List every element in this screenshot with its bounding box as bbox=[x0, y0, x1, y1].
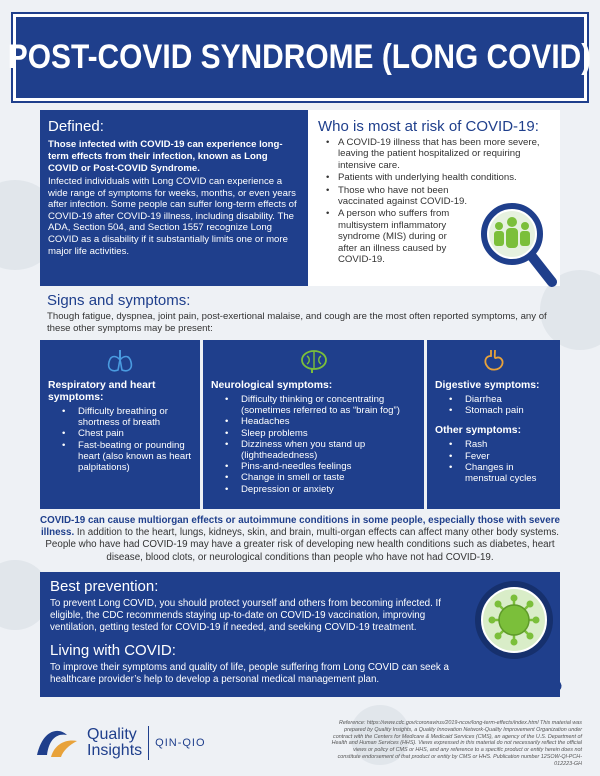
list-item: • Fast-beating or pounding heart (also known as heart palpitations) bbox=[48, 440, 192, 474]
respiratory-symptoms-panel bbox=[40, 340, 200, 509]
list-item: • Chest pain bbox=[48, 428, 192, 439]
list-item: • A COVID-19 illness that has been more severe, leaving the patient hospitalized or requiring intensive care. bbox=[318, 137, 550, 171]
list-item: • Headaches bbox=[211, 416, 416, 427]
logo-line-2: Insights bbox=[87, 742, 143, 759]
list-item: • Stomach pain bbox=[435, 405, 552, 416]
list-item: • Pins-and-needles feelings bbox=[211, 461, 416, 472]
defined-heading: Defined: bbox=[48, 118, 104, 135]
neurological-symptoms-panel bbox=[203, 340, 424, 509]
defined-section bbox=[40, 110, 308, 286]
list-item: • Diarrhea bbox=[435, 394, 552, 405]
list-item: • Dizziness when you stand up (lightheadedness) bbox=[211, 439, 416, 461]
living-heading: Living with COVID: bbox=[50, 642, 176, 659]
list-item: • Changes in menstrual cycles bbox=[435, 462, 552, 484]
digestive-list bbox=[435, 394, 552, 416]
list-item: • A person who suffers from multisystem inflammatory syndrome (MIS) during or after an illness caused by COVID-19. bbox=[318, 208, 550, 265]
list-item: • Sleep problems bbox=[211, 428, 416, 439]
list-item: • Patients with underlying health conditions. bbox=[318, 172, 550, 183]
magnifier-people-icon bbox=[478, 200, 558, 290]
prevention-heading: Best prevention: bbox=[50, 578, 159, 595]
magnifier-virus-icon bbox=[470, 578, 566, 696]
digestive-heading: Digestive symptoms: bbox=[435, 380, 540, 391]
multiorgan-paragraph bbox=[40, 515, 560, 564]
brain-icon bbox=[211, 346, 416, 376]
signs-heading: Signs and symptoms: bbox=[47, 292, 191, 309]
list-item: • Difficulty breathing or shortness of breath bbox=[48, 406, 192, 428]
quality-insights-logo bbox=[33, 725, 206, 761]
defined-body-text: Infected individuals with Long COVID can experience a wide range of symptoms for weeks, months, or even years after infection. Some people can suffer long-term effects of COVID-19 after COVID-19 illness, including disability. The ADA, Section 504, and Section 1557 recognize Long COVID as a disability if it substantially limits one or more major life activities. bbox=[48, 176, 297, 257]
signs-intro: Though fatigue, dyspnea, joint pain, post-exertional malaise, and cough are the most often reported symptoms, any of these other symptoms may be present: bbox=[47, 311, 547, 334]
quality-insights-mark-icon bbox=[33, 725, 83, 761]
prevention-text: To prevent Long COVID, you should protect yourself and others from becoming infected. If eligible, the CDC recommends staying up-to-date on COVID-19 vaccination, improving ventilation, getting tested for COVID-19 if needed, and seeking COVID-19 treatment. bbox=[50, 598, 441, 633]
living-text: To improve their symptoms and quality of life, people suffering from Long COVID can seek a healthcare provider’s help to develop a personal medical management plan. bbox=[50, 662, 449, 685]
reference-text: Reference: https://www.cdc.gov/coronavirus/2019-ncov/long-term-effects/index.html This material was prepared by Quality Insights, a Quality Innovation Network-Quality Improvement Organization under contract with the Centers for Medicare & Medicaid Services (CMS), an agency of the U.S. Department of Health and Human Services (HHS). Views expressed in this material do not necessarily reflect the official views or policy of CMS or HHS, and any reference to a specific product or entity herein does not constitute endorsement of that product or entity by CMS or HHS. Publication number 12SOW-QI-PCH-012223-GH bbox=[331, 720, 582, 767]
list-item: • Those who have not been vaccinated against COVID-19. bbox=[318, 185, 550, 208]
page-title: POST-COVID SYNDROME (LONG COVID) bbox=[8, 38, 592, 76]
list-item: • Fever bbox=[435, 451, 552, 462]
partner-name: QIN-QIO bbox=[155, 737, 206, 749]
list-item: • Change in smell or taste bbox=[211, 472, 416, 483]
defined-bold-text: Those infected with COVID-19 can experience long-term effects from their infection, known as Long COVID or Post-COVID Syndrome. bbox=[48, 139, 283, 174]
neurological-list bbox=[211, 394, 416, 495]
stomach-icon bbox=[435, 346, 552, 376]
logo-text bbox=[87, 727, 142, 759]
lungs-icon bbox=[48, 346, 192, 376]
other-list bbox=[435, 439, 552, 484]
other-heading: Other symptoms: bbox=[435, 425, 522, 437]
title-banner bbox=[8, 14, 592, 101]
digestive-other-symptoms-panel bbox=[427, 340, 560, 509]
list-item: • Rash bbox=[435, 439, 552, 450]
list-item: • Depression or anxiety bbox=[211, 484, 416, 495]
multiorgan-body: In addition to the heart, lungs, kidneys, skin, and brain, multi-organ effects can affect many other body systems. People who have had COVID-19 may have a greater risk of developing new health conditions such as diabetes, heart disease, blood clots, or neurological conditions than people who have not had COVID-19. bbox=[45, 527, 560, 563]
respiratory-heading: Respiratory and heart symptoms: bbox=[48, 380, 156, 403]
logo-line-1: Quality bbox=[87, 726, 137, 743]
respiratory-list bbox=[48, 406, 192, 473]
multiorgan-highlight: COVID-19 can cause multiorgan effects or autoimmune conditions in some people, especially those with severe illness. bbox=[40, 515, 560, 539]
neurological-heading: Neurological symptoms: bbox=[211, 380, 333, 391]
list-item: • Difficulty thinking or concentrating (sometimes referred to as “brain fog”) bbox=[211, 394, 416, 416]
who-at-risk-heading: Who is most at risk of COVID-19: bbox=[318, 118, 539, 135]
